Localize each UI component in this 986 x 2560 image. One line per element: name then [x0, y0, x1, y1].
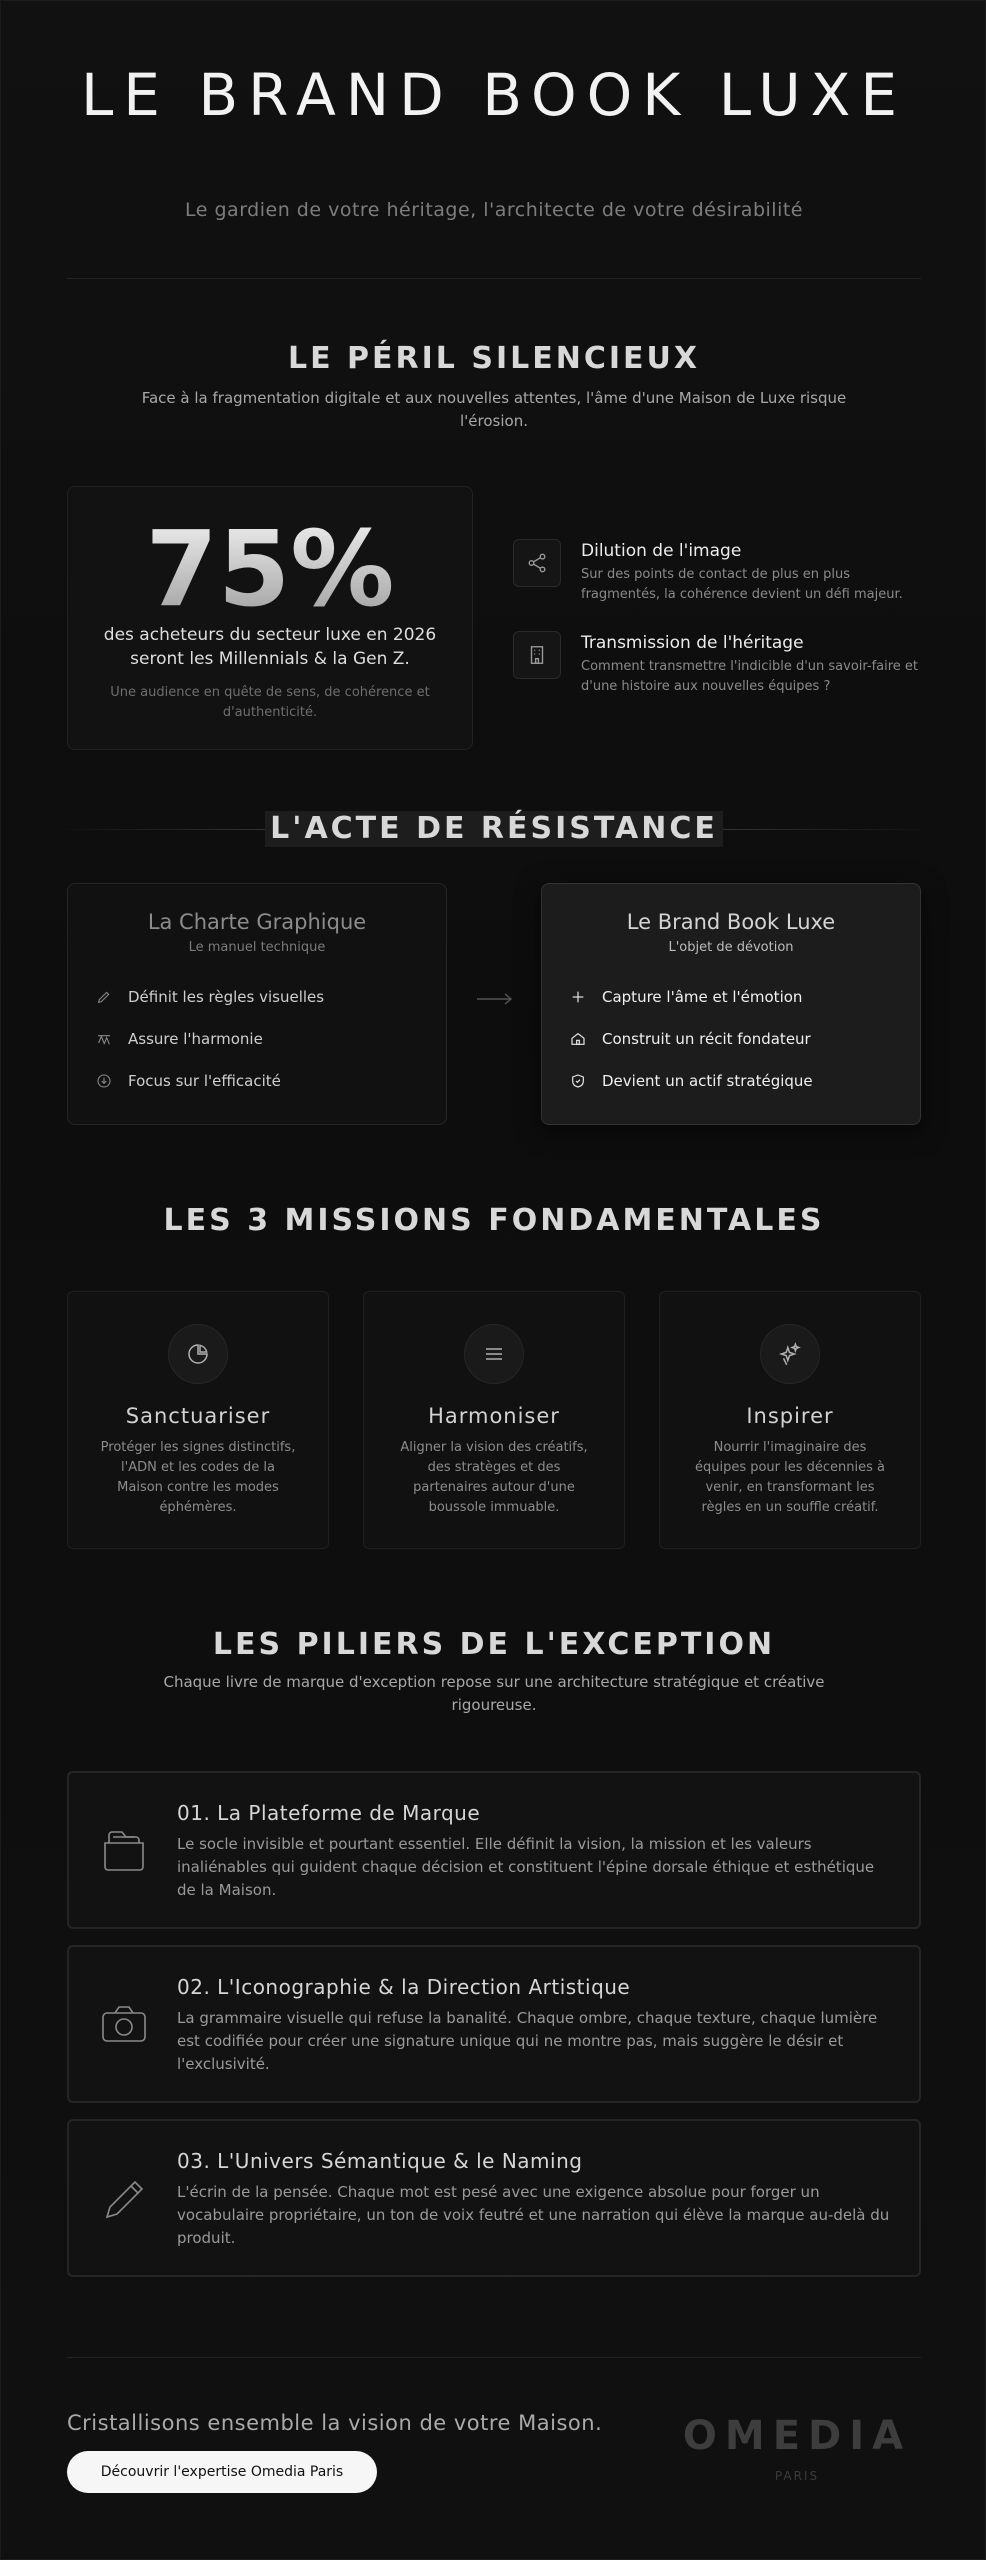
pie-chart-icon [168, 1324, 228, 1384]
mission-card [659, 1291, 921, 1549]
stat-label: des acheteurs du secteur luxe en 2026 seront les Millennials & la Gen Z. [103, 625, 437, 669]
mission-title: Sanctuariser [125, 1404, 271, 1428]
pillar-title: 03. L'Univers Sémantique & le Naming [177, 2149, 583, 2173]
risk-item [513, 539, 923, 609]
pillars-description: Chaque livre de marque d'exception repose sur une architecture stratégique et créative rigoureuse. [163, 1673, 825, 1714]
mission-title: Harmoniser [428, 1404, 560, 1428]
plus-icon [568, 987, 588, 1007]
pillars-title: LES PILIERS DE L'EXCEPTION [212, 1627, 776, 1662]
mission-description: Aligner la vision des créatifs, des stratèges et des partenaires autour d'une boussole immuable. [400, 1440, 588, 1515]
list-item-label: Définit les règles visuelles [128, 988, 325, 1006]
card-title: La Charte Graphique [147, 910, 367, 934]
peril-title: LE PÉRIL SILENCIEUX [287, 341, 700, 376]
list-item [94, 1028, 263, 1050]
share-icon [513, 539, 561, 587]
stat-card [67, 486, 473, 750]
building-icon [513, 631, 561, 679]
missions-title: LES 3 MISSIONS FONDAMENTALES [163, 1203, 825, 1238]
hero-subtitle: Le gardien de votre héritage, l'architecte de votre désirabilité [185, 199, 803, 221]
risk-description: Comment transmettre l'indicible d'un savoir-faire et d'une histoire aux nouvelles équipes ? [581, 659, 919, 694]
card-subtitle: Le manuel technique [188, 940, 326, 955]
lines-icon [464, 1324, 524, 1384]
pillar-card [67, 2119, 921, 2277]
list-item-label: Devient un actif stratégique [602, 1072, 813, 1090]
hero-title: LE BRAND BOOK LUXE [80, 61, 908, 129]
peril-description: Face à la fragmentation digitale et aux nouvelles attentes, l'âme d'une Maison de Luxe risque l'érosion. [141, 389, 847, 430]
list-item-label: Focus sur l'efficacité [128, 1072, 281, 1090]
divider [723, 829, 921, 830]
stat-value: 75% [68, 509, 472, 629]
list-item [94, 1070, 281, 1092]
divider [67, 2357, 921, 2358]
mission-description: Nourrir l'imaginaire des équipes pour les décennies à venir, en transformant les règles en un souffle créatif. [694, 1440, 886, 1515]
risk-description: Sur des points de contact de plus en plus fragmentés, la cohérence devient un défi majeur. [581, 567, 903, 602]
divider [67, 278, 921, 279]
target-icon [94, 1071, 114, 1091]
pillar-title: 01. La Plateforme de Marque [177, 1801, 481, 1825]
list-item-label: Construit un récit fondateur [602, 1030, 811, 1048]
brandbook-card [541, 883, 921, 1125]
home-icon [568, 1029, 588, 1049]
card-title: Le Brand Book Luxe [626, 910, 836, 934]
pillar-description: La grammaire visuelle qui refuse la banalité. Chaque ombre, chaque texture, chaque lumière est codifiée pour créer une signature unique qui ne montre pas, mais suggère le désir et l'exclusivité. [177, 2009, 878, 2073]
omedia-logo: OMEDIA [682, 2413, 912, 2459]
pillar-card [67, 1945, 921, 2103]
list-item-label: Capture l'âme et l'émotion [602, 988, 803, 1006]
risk-item [513, 631, 923, 701]
charte-card [67, 883, 447, 1125]
resistance-title: L'ACTE DE RÉSISTANCE [265, 811, 723, 847]
pillar-card [67, 1771, 921, 1929]
list-item [94, 986, 324, 1008]
scale-icon [94, 1029, 114, 1049]
mission-title: Inspirer [746, 1404, 834, 1428]
folder-icon [99, 1827, 149, 1873]
list-item-label: Assure l'harmonie [128, 1030, 263, 1048]
cta-button[interactable]: Découvrir l'expertise Omedia Paris [67, 2451, 377, 2493]
list-item [568, 1070, 813, 1092]
sparkles-icon [760, 1324, 820, 1384]
mission-card [363, 1291, 625, 1549]
pen-icon [99, 2175, 149, 2221]
card-subtitle: L'objet de dévotion [668, 940, 794, 955]
cta-text: Cristallisons ensemble la vision de votre Maison. [67, 2411, 603, 2435]
mission-description: Protéger les signes distinctifs, l'ADN et les codes de la Maison contre les modes éphémères. [100, 1440, 296, 1515]
mission-card [67, 1291, 329, 1549]
arrow-right-icon [475, 991, 515, 1005]
camera-icon [99, 2001, 149, 2047]
pillar-description: L'écrin de la pensée. Chaque mot est pesé avec une exigence absolue pour forger un vocabulaire propriétaire, un ton de voix feutré et une narration qui élève la marque au-delà du produit. [177, 2183, 890, 2247]
pillar-description: Le socle invisible et pourtant essentiel. Elle définit la vision, la mission et les valeurs inaliénables qui guident chaque décision et constituent l'épine dorsale éthique et esthétique de la Maison. [177, 1835, 875, 1899]
divider [67, 829, 265, 830]
shield-icon [568, 1071, 588, 1091]
risk-title: Transmission de l'héritage [581, 633, 804, 653]
list-item [568, 1028, 811, 1050]
pillar-title: 02. L'Iconographie & la Direction Artistique [177, 1975, 631, 1999]
pencil-icon [94, 987, 114, 1007]
risk-title: Dilution de l'image [581, 541, 742, 561]
stat-note: Une audience en quête de sens, de cohérence et d'authenticité. [110, 685, 430, 720]
logo-subtitle: PARIS [774, 2469, 820, 2483]
list-item [568, 986, 802, 1008]
